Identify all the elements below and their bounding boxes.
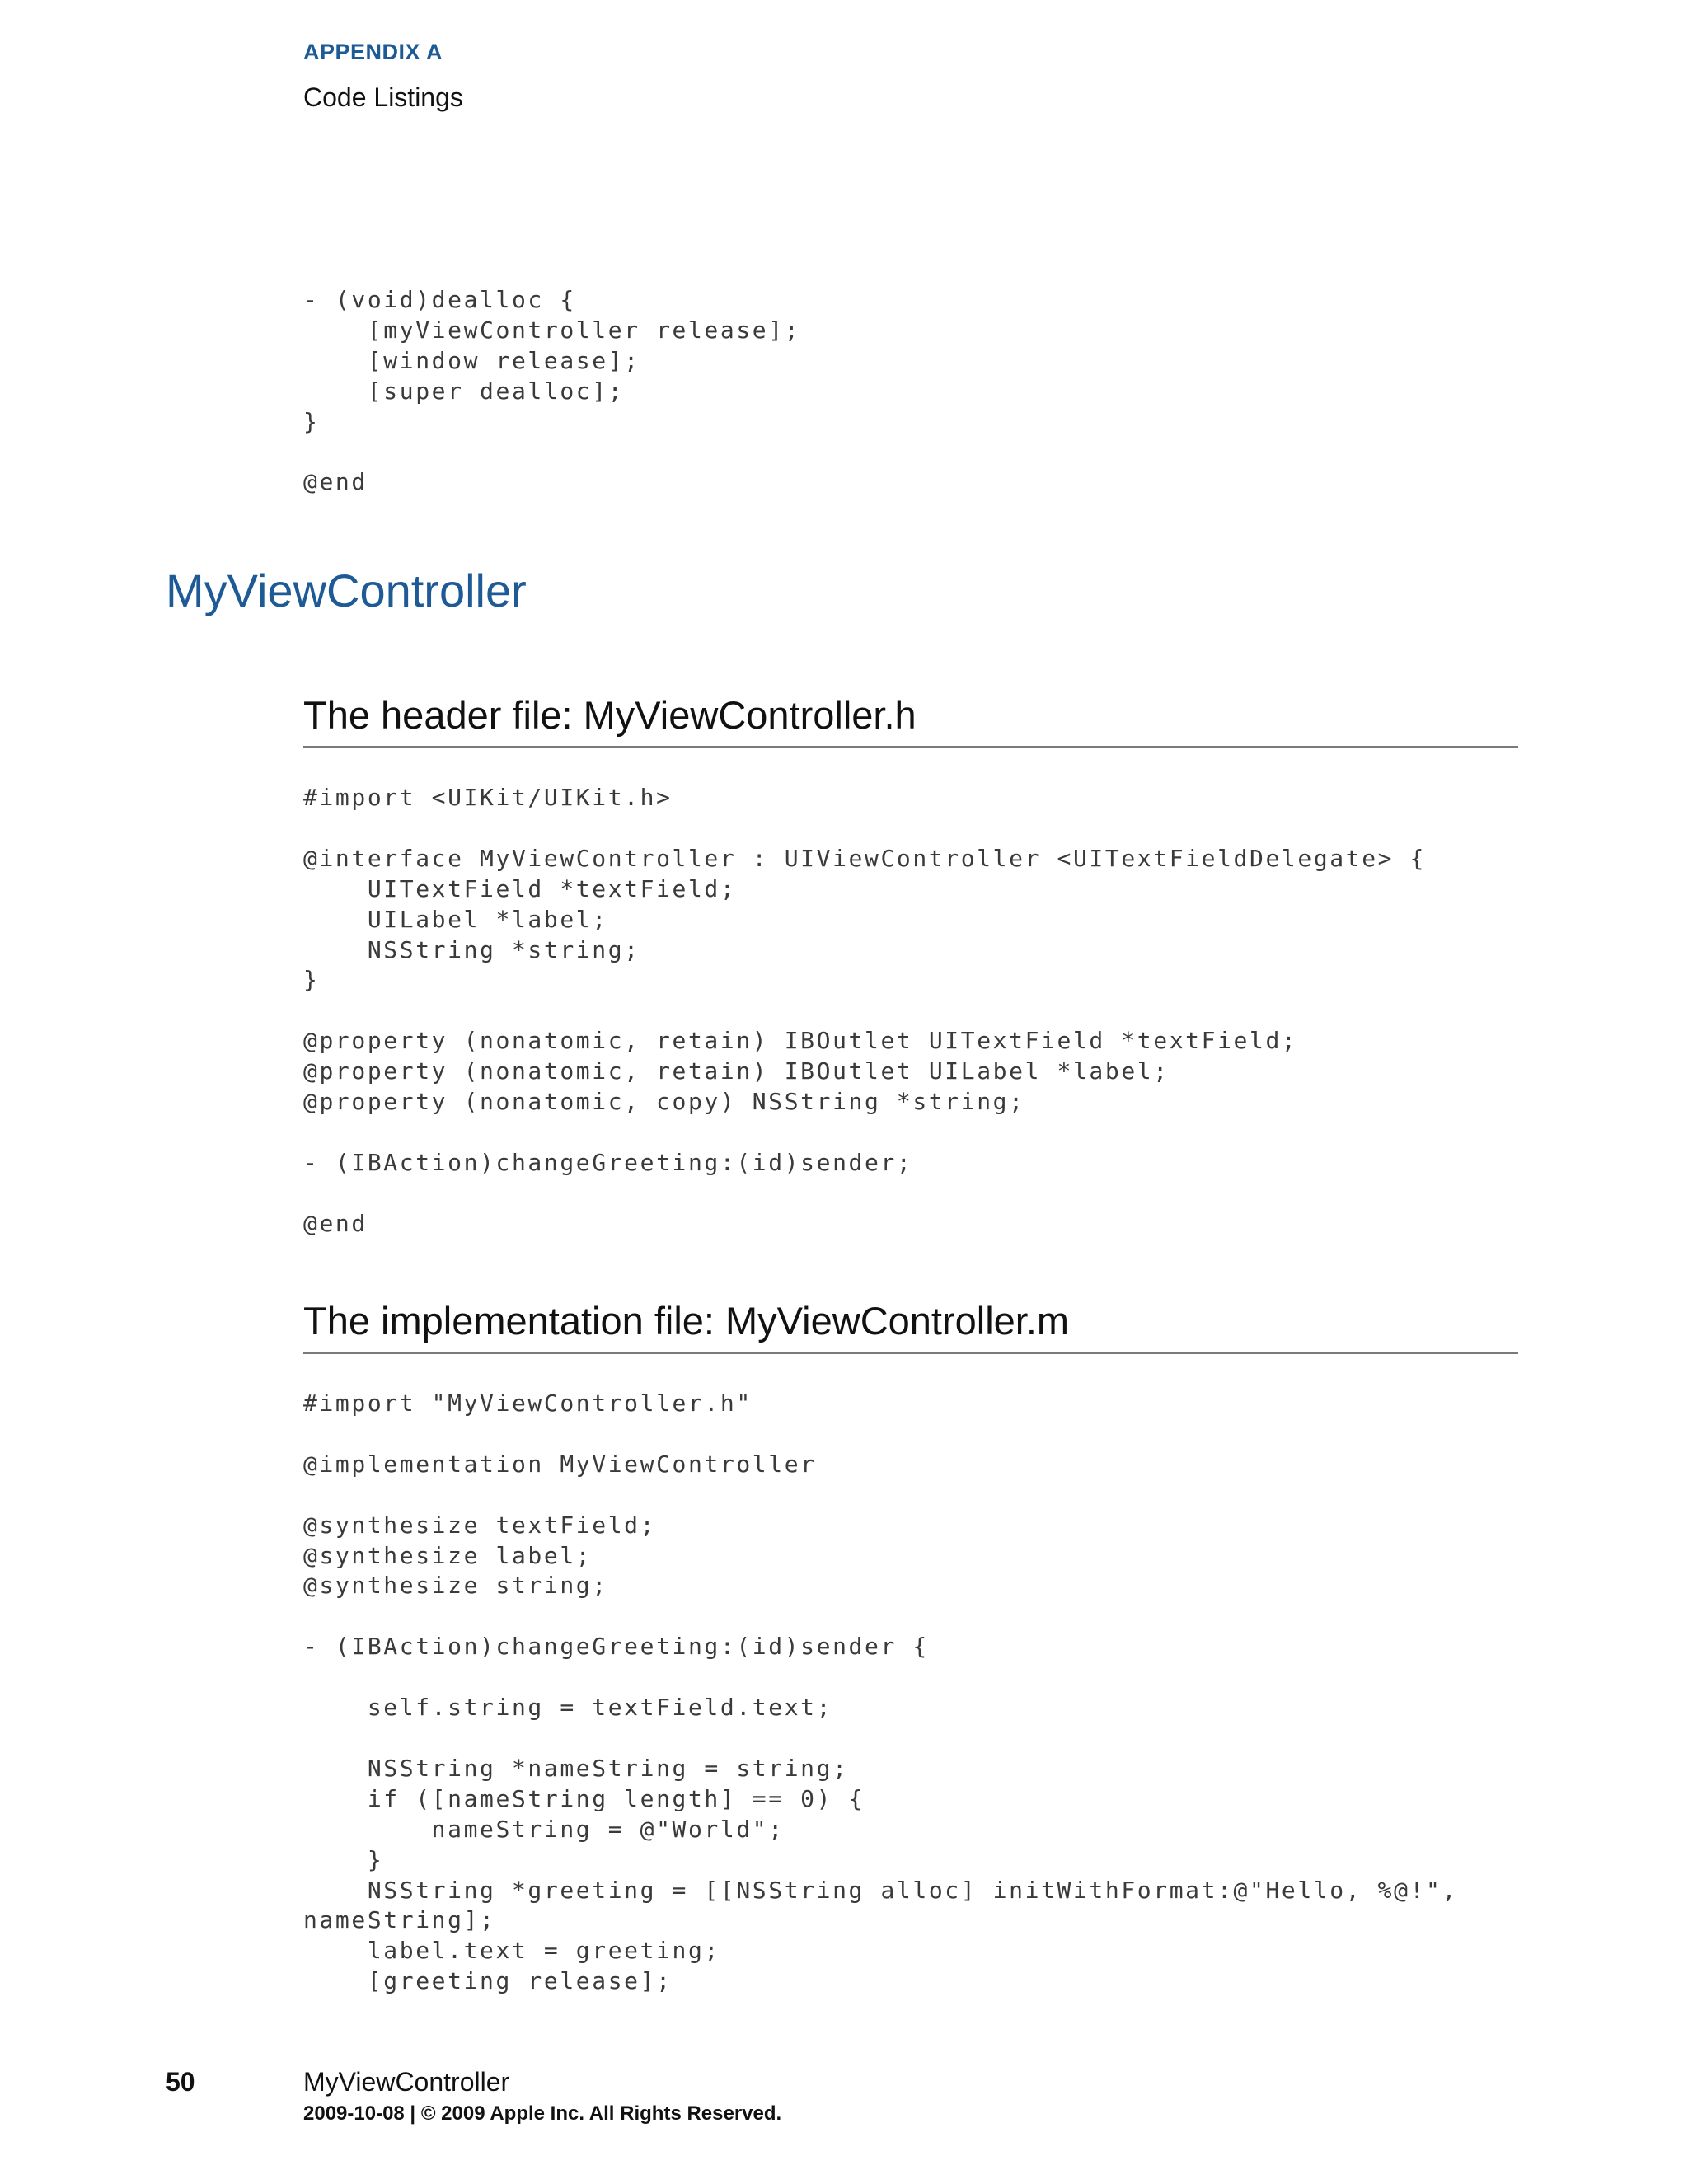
code-listing-dealloc: - (void)dealloc { [myViewController release]; [window release]; [super dealloc]; } @end [303, 286, 801, 496]
footer-title: MyViewController [303, 2067, 510, 2097]
header-file-heading: The header file: MyViewController.h [303, 692, 1518, 748]
code-listing-header-file: #import <UIKit/UIKit.h> @interface MyViewController : UIViewController <UITextFieldDelegate> { UITextField *textField; UILabel *label; NSString *string; } @property (nonatomic, retain) IBOutlet UITextField *textField; @property (nonatomic, retain) IBOutlet UILabel *label; @property (nonatomic, copy) NSString *string; - (IBAction)changeGreeting:(id)sender; @end [303, 784, 1427, 1237]
section-title: MyViewController [166, 565, 527, 616]
appendix-title: Code Listings [303, 82, 463, 112]
code-listing-implementation-file: #import "MyViewController.h" @implementation MyViewController @synthesize textField; @synthesize label; @synthesize string; - (IBAction)changeGreeting:(id)sender { self.string = textField.text; NSString *nameString = string; if ([nameString length] == 0) { nameString = @"World"; } NSString *greeting = [[NSString alloc] initWithFormat:@"Hello, %@!", nameString]; label.text = greeting; [greeting release]; [303, 1390, 1458, 1995]
appendix-label: APPENDIX A [303, 40, 443, 64]
footer-copyright: 2009-10-08 | © 2009 Apple Inc. All Rights Reserved. [303, 2102, 782, 2125]
implementation-file-heading: The implementation file: MyViewController.m [303, 1298, 1518, 1354]
page-number: 50 [166, 2067, 195, 2097]
